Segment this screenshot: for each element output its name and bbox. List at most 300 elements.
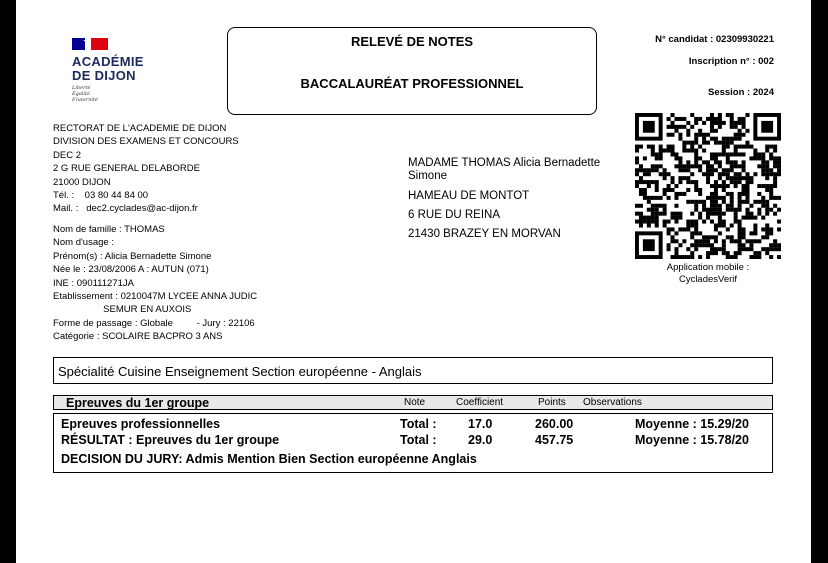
qr-module: [734, 160, 738, 164]
qr-module: [777, 208, 781, 212]
qr-module: [710, 137, 714, 141]
qr-module: [671, 180, 675, 184]
qr-module: [738, 164, 742, 168]
recipient-name-cont: Simone: [408, 170, 447, 182]
qr-module: [706, 176, 710, 180]
qr-module: [738, 133, 742, 137]
qr-module: [671, 235, 675, 239]
title-box: [227, 27, 597, 115]
qr-module: [761, 227, 765, 231]
qr-module: [663, 149, 667, 153]
qr-module: [674, 255, 678, 259]
qr-module: [706, 117, 710, 121]
qr-module: [734, 180, 738, 184]
qr-module: [710, 196, 714, 200]
qr-module: [734, 251, 738, 255]
qr-module: [674, 212, 678, 216]
qr-module: [745, 212, 749, 216]
qr-module: [639, 164, 643, 168]
qr-module: [738, 243, 742, 247]
qr-module: [678, 160, 682, 164]
qr-module: [667, 231, 671, 235]
qr-module: [726, 208, 730, 212]
address-line: 6 RUE DU REINA: [408, 209, 501, 221]
qr-module: [682, 192, 686, 196]
inscription-number: Inscription n° : 002: [688, 56, 774, 67]
qr-module: [686, 176, 690, 180]
qr-module: [674, 216, 678, 220]
qr-module: [671, 133, 675, 137]
qr-module: [714, 212, 718, 216]
qr-module: [698, 239, 702, 243]
qr-module: [694, 220, 698, 224]
qr-module: [742, 145, 746, 149]
qr-module: [718, 113, 722, 117]
qr-module: [710, 243, 714, 247]
qr-module: [635, 156, 639, 160]
coefficient-value: 29.0: [468, 433, 493, 447]
qr-module: [753, 149, 757, 153]
qr-module: [773, 239, 777, 243]
candidate-details: [53, 223, 353, 344]
qr-module: [651, 196, 655, 200]
qr-module: [694, 247, 698, 251]
qr-module: [678, 180, 682, 184]
qr-module: [651, 152, 655, 156]
qr-module: [722, 149, 726, 153]
qr-module: [718, 164, 722, 168]
qr-module: [722, 200, 726, 204]
qr-module: [769, 184, 773, 188]
qr-module: [667, 145, 671, 149]
qr-module: [694, 152, 698, 156]
qr-module: [635, 145, 639, 149]
qr-module: [757, 251, 761, 255]
qr-module: [734, 220, 738, 224]
qr-module: [694, 141, 698, 145]
qr-module: [753, 227, 757, 231]
qr-module: [726, 204, 730, 208]
qr-module: [643, 180, 647, 184]
qr-module: [718, 125, 722, 129]
qr-module: [674, 125, 678, 129]
qr-module: [726, 145, 730, 149]
qr-module: [686, 220, 690, 224]
qr-module: [674, 196, 678, 200]
qr-module: [769, 145, 773, 149]
qr-module: [686, 160, 690, 164]
qr-module: [667, 117, 671, 121]
qr-module: [647, 172, 651, 176]
qr-module: [694, 117, 698, 121]
qr-module: [682, 125, 686, 129]
qr-module: [765, 204, 769, 208]
qr-module: [635, 212, 639, 216]
average-value: Moyenne : 15.29/20: [635, 417, 749, 431]
qr-module: [749, 180, 753, 184]
qr-module: [738, 121, 742, 125]
qr-module: [655, 196, 659, 200]
qr-module: [745, 113, 749, 117]
qr-module: [749, 145, 753, 149]
qr-module: [738, 192, 742, 196]
qr-module: [702, 239, 706, 243]
qr-module: [702, 235, 706, 239]
qr-module: [706, 255, 710, 259]
qr-module: [686, 168, 690, 172]
qr-module: [686, 180, 690, 184]
qr-module: [742, 227, 746, 231]
qr-module: [765, 168, 769, 172]
qr-module: [706, 141, 710, 145]
qr-module: [694, 200, 698, 204]
qr-module: [694, 223, 698, 227]
qr-module: [765, 188, 769, 192]
qr-module: [635, 172, 639, 176]
qr-module: [714, 121, 718, 125]
qr-module: [738, 180, 742, 184]
qr-module: [769, 227, 773, 231]
qr-module: [655, 152, 659, 156]
qr-module: [694, 164, 698, 168]
qr-module: [718, 184, 722, 188]
qr-module: [757, 208, 761, 212]
qr-module: [647, 208, 651, 212]
qr-module: [694, 180, 698, 184]
qr-module: [706, 180, 710, 184]
qr-module: [678, 243, 682, 247]
qr-module: [773, 204, 777, 208]
qr-module: [714, 152, 718, 156]
qr-module: [753, 255, 757, 259]
qr-module: [742, 121, 746, 125]
qr-module: [710, 212, 714, 216]
qr-module: [726, 176, 730, 180]
qr-module: [639, 176, 643, 180]
qr-module: [698, 212, 702, 216]
qr-module: [694, 231, 698, 235]
qr-module: [765, 235, 769, 239]
qr-module: [730, 152, 734, 156]
qr-module: [734, 164, 738, 168]
qr-module: [722, 243, 726, 247]
qr-module: [742, 235, 746, 239]
qr-module: [674, 231, 678, 235]
birth-info: Née le : 23/08/2006 A : AUTUN (071): [53, 264, 209, 276]
qr-module: [635, 168, 639, 172]
qr-module: [694, 227, 698, 231]
qr-module: [726, 235, 730, 239]
first-names: Prénom(s) : Alicia Bernadette Simone: [53, 250, 212, 262]
qr-module: [714, 129, 718, 133]
qr-module: [659, 196, 663, 200]
qr-module: [773, 149, 777, 153]
qr-module: [757, 152, 761, 156]
qr-module: [698, 133, 702, 137]
points-header: Points: [538, 397, 566, 408]
qr-module: [777, 160, 781, 164]
qr-module: [722, 145, 726, 149]
qr-module: [710, 164, 714, 168]
qr-module: [722, 251, 726, 255]
issuer-line: DEC 2: [53, 149, 81, 161]
qr-module: [734, 152, 738, 156]
qr-module: [773, 247, 777, 251]
qr-module: [710, 152, 714, 156]
qr-module: [686, 223, 690, 227]
qr-module: [659, 204, 663, 208]
qr-module: [777, 164, 781, 168]
qr-module: [694, 160, 698, 164]
qr-module: [761, 204, 765, 208]
qr-module: [635, 184, 639, 188]
qr-module: [674, 204, 678, 208]
qr-module: [663, 172, 667, 176]
qr-module: [722, 180, 726, 184]
qr-module: [678, 227, 682, 231]
qr-module: [635, 149, 639, 153]
qr-module: [643, 156, 647, 160]
qr-module: [682, 168, 686, 172]
qr-module: [742, 188, 746, 192]
qr-module: [682, 164, 686, 168]
qr-module: [753, 172, 757, 176]
qr-module: [714, 156, 718, 160]
qr-module: [694, 121, 698, 125]
qr-module: [639, 168, 643, 172]
qr-module: [726, 227, 730, 231]
qr-module: [753, 152, 757, 156]
qr-module: [678, 192, 682, 196]
qr-module: [749, 176, 753, 180]
qr-module: [710, 168, 714, 172]
qr-module: [749, 216, 753, 220]
qr-module: [694, 137, 698, 141]
qr-module: [769, 247, 773, 251]
qr-module: [690, 220, 694, 224]
qr-module: [667, 243, 671, 247]
qr-module: [730, 168, 734, 172]
qr-module: [643, 220, 647, 224]
qr-finder: [761, 121, 773, 133]
qr-module: [639, 204, 643, 208]
qr-module: [765, 251, 769, 255]
qr-module: [749, 243, 753, 247]
average-value: Moyenne : 15.78/20: [635, 433, 749, 447]
qr-module: [714, 208, 718, 212]
qr-module: [753, 251, 757, 255]
qr-module: [718, 231, 722, 235]
qr-module: [710, 125, 714, 129]
qr-module: [710, 113, 714, 117]
qr-module: [651, 208, 655, 212]
qr-module: [753, 200, 757, 204]
qr-module: [694, 204, 698, 208]
qr-module: [718, 212, 722, 216]
qr-module: [655, 184, 659, 188]
qr-module: [718, 121, 722, 125]
qr-module: [738, 152, 742, 156]
address-city: 21430 BRAZEY EN MORVAN: [408, 228, 561, 240]
qr-module: [773, 172, 777, 176]
qr-module: [694, 184, 698, 188]
qr-module: [714, 192, 718, 196]
qr-module: [643, 192, 647, 196]
qr-module: [698, 255, 702, 259]
qr-module: [710, 117, 714, 121]
qr-module: [686, 149, 690, 153]
qr-module: [710, 172, 714, 176]
qr-module: [682, 145, 686, 149]
qr-module: [769, 255, 773, 259]
qr-module: [714, 235, 718, 239]
qr-module: [702, 200, 706, 204]
qr-module: [757, 192, 761, 196]
qr-module: [734, 216, 738, 220]
qr-module: [765, 145, 769, 149]
qr-module: [745, 184, 749, 188]
qr-module: [726, 172, 730, 176]
qr-module: [635, 220, 639, 224]
qr-module: [647, 184, 651, 188]
qr-module: [734, 184, 738, 188]
qr-module: [671, 125, 675, 129]
qr-module: [663, 204, 667, 208]
qr-module: [718, 117, 722, 121]
qr-module: [702, 220, 706, 224]
qr-module: [682, 255, 686, 259]
qr-module: [769, 188, 773, 192]
qr-module: [761, 152, 765, 156]
qr-module: [678, 133, 682, 137]
qr-module: [647, 180, 651, 184]
qr-module: [722, 172, 726, 176]
qr-module: [671, 216, 675, 220]
qr-module: [722, 212, 726, 216]
qr-module: [674, 164, 678, 168]
qr-module: [749, 239, 753, 243]
qr-module: [690, 231, 694, 235]
qr-module: [671, 113, 675, 117]
qr-module: [745, 141, 749, 145]
academy-name-line1: ACADÉMIE: [72, 54, 144, 69]
qr-module: [718, 176, 722, 180]
qr-module: [710, 200, 714, 204]
qr-module: [698, 243, 702, 247]
qr-module: [753, 231, 757, 235]
qr-module: [671, 176, 675, 180]
qr-module: [738, 227, 742, 231]
qr-module: [710, 247, 714, 251]
qr-module: [726, 141, 730, 145]
qr-module: [698, 129, 702, 133]
qr-module: [655, 168, 659, 172]
qr-module: [647, 196, 651, 200]
qr-module: [734, 133, 738, 137]
qr-module: [702, 121, 706, 125]
qr-module: [765, 227, 769, 231]
qr-module: [730, 121, 734, 125]
usage-name: Nom d'usage :: [53, 237, 114, 249]
qr-module: [678, 176, 682, 180]
qr-module: [647, 200, 651, 204]
qr-module: [655, 220, 659, 224]
note-header: Note: [404, 397, 426, 408]
qr-module: [722, 220, 726, 224]
qr-module: [765, 231, 769, 235]
qr-module: [726, 184, 730, 188]
academy-logo: [66, 28, 162, 110]
qr-module: [738, 200, 742, 204]
qr-module: [714, 160, 718, 164]
qr-module: [765, 172, 769, 176]
qr-module: [730, 204, 734, 208]
qr-module: [777, 196, 781, 200]
qr-module: [738, 145, 742, 149]
qr-module: [674, 117, 678, 121]
qr-module: [698, 145, 702, 149]
qr-module: [738, 137, 742, 141]
qr-module: [734, 145, 738, 149]
qr-module: [718, 220, 722, 224]
results-table-header: [53, 395, 773, 410]
qr-module: [694, 208, 698, 212]
qr-module: [722, 168, 726, 172]
coefficient-header: Coefficient: [456, 397, 504, 408]
qr-module: [674, 156, 678, 160]
qr-module: [659, 156, 663, 160]
qr-module: [745, 188, 749, 192]
qr-module: [730, 208, 734, 212]
qr-module: [714, 204, 718, 208]
qr-module: [765, 164, 769, 168]
qr-module: [769, 243, 773, 247]
qr-module: [710, 208, 714, 212]
issuer-line: DIVISION DES EXAMENS ET CONCOURS: [53, 136, 239, 148]
qr-module: [745, 172, 749, 176]
qr-module: [678, 117, 682, 121]
qr-module: [777, 220, 781, 224]
qr-module: [686, 133, 690, 137]
qr-module: [773, 196, 777, 200]
qr-module: [722, 121, 726, 125]
qr-module: [655, 204, 659, 208]
qr-module: [690, 235, 694, 239]
qr-module: [765, 247, 769, 251]
qr-module: [659, 164, 663, 168]
qr-module: [773, 212, 777, 216]
qr-module: [742, 243, 746, 247]
qr-module: [702, 243, 706, 247]
qr-module: [773, 156, 777, 160]
issuer-block: [53, 122, 333, 216]
total-label: Total :: [400, 417, 437, 431]
qr-module: [682, 149, 686, 153]
qr-module: [757, 212, 761, 216]
qr-module: [694, 133, 698, 137]
qr-module: [643, 216, 647, 220]
result-summary-label: RÉSULTAT : Epreuves du 1er groupe: [61, 433, 280, 447]
qr-module: [734, 212, 738, 216]
qr-module: [663, 220, 667, 224]
observations-header: Observations: [583, 397, 642, 408]
points-value: 260.00: [535, 417, 574, 431]
qr-module: [722, 239, 726, 243]
qr-module: [734, 208, 738, 212]
qr-module: [734, 172, 738, 176]
qr-module: [730, 137, 734, 141]
qr-module: [742, 152, 746, 156]
